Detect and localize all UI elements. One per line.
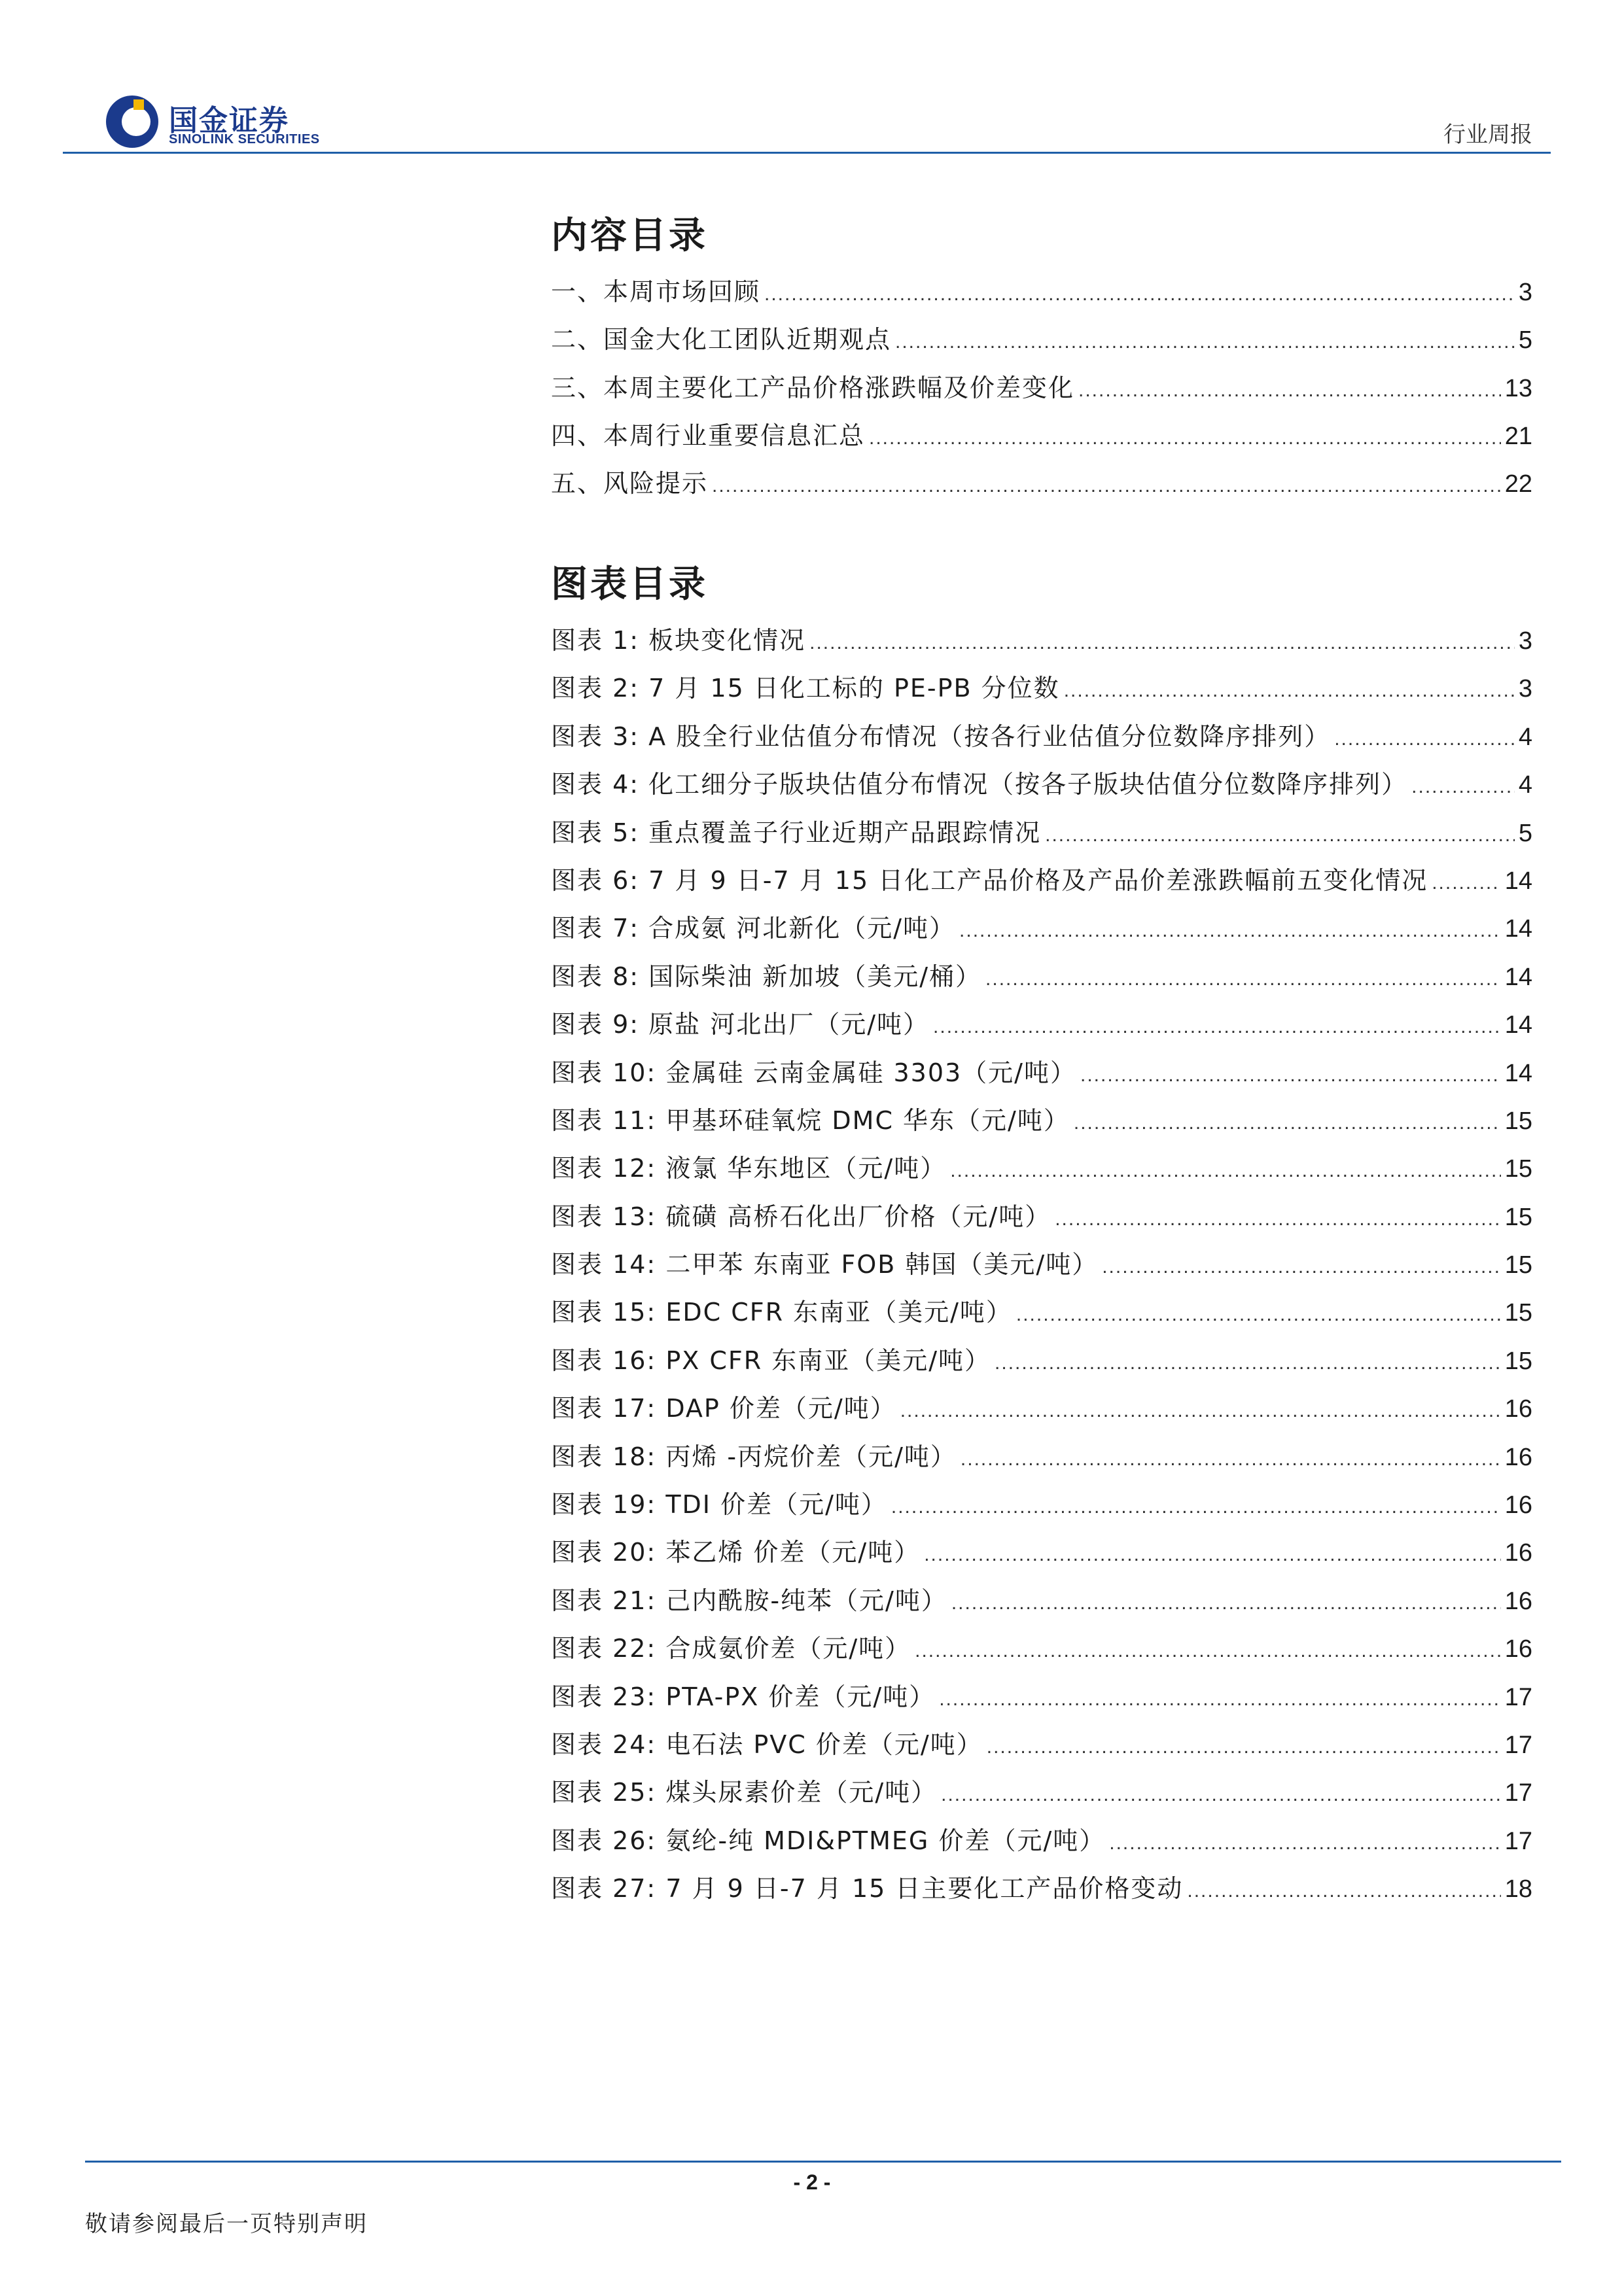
figure-entry-label: 图表 25: 煤头尿素价差（元/吨） <box>551 1778 938 1807</box>
toc-entry[interactable] <box>551 463 1532 511</box>
figure-entry[interactable] <box>551 1484 1532 1532</box>
figure-entry-page: 17 <box>1504 1827 1532 1855</box>
figure-entry-label: 图表 10: 金属硅 云南金属硅 3303（元/吨） <box>551 1058 1076 1087</box>
figure-entry-page: 16 <box>1504 1587 1532 1615</box>
contents-title: 内容目录 <box>551 215 708 257</box>
figure-entry-label: 图表 8: 国际柴油 新加坡（美元/桶） <box>551 962 982 991</box>
toc-leader-dots <box>1078 379 1501 402</box>
figure-entry-page: 17 <box>1504 1779 1532 1807</box>
figure-entry-page: 14 <box>1504 915 1532 943</box>
figures-section <box>551 560 1532 1917</box>
figure-entry-label: 图表 15: EDC CFR 东南亚（美元/吨） <box>551 1298 1012 1327</box>
toc-leader-dots <box>1109 1832 1500 1854</box>
figure-entry-page: 14 <box>1504 1059 1532 1087</box>
toc-leader-dots <box>900 1400 1501 1422</box>
toc-leader-dots <box>1055 1208 1501 1230</box>
figure-entry-page: 15 <box>1504 1203 1532 1231</box>
figure-entry-label: 图表 12: 液氯 华东地区（元/吨） <box>551 1154 947 1183</box>
figure-entry-label: 图表 23: PTA-PX 价差（元/吨） <box>551 1682 936 1711</box>
toc-entry-page: 21 <box>1504 422 1532 450</box>
figure-entry[interactable] <box>551 1724 1532 1772</box>
figure-entry-label: 图表 7: 合成氨 河北新化（元/吨） <box>551 914 956 943</box>
toc-leader-dots <box>1334 728 1515 750</box>
toc-leader-dots <box>1074 1112 1501 1134</box>
figure-entry[interactable] <box>551 1820 1532 1868</box>
figure-entry-label: 图表 22: 合成氨价差（元/吨） <box>551 1634 911 1663</box>
toc-entry-page: 22 <box>1504 470 1532 498</box>
figures-title: 图表目录 <box>551 563 708 606</box>
toc-leader-dots <box>950 1160 1501 1182</box>
disclaimer-note: 敬请参阅最后一页特别声明 <box>85 2211 368 2237</box>
figure-entry-label: 图表 6: 7 月 9 日-7 月 15 日化工产品价格及产品价差涨跌幅前五变化情况 <box>551 865 1428 895</box>
figure-entry-page: 15 <box>1504 1251 1532 1279</box>
figure-entry-label: 图表 26: 氨纶-纯 MDI&PTMEG 价差（元/吨） <box>551 1826 1106 1855</box>
figure-entry-page: 3 <box>1518 675 1532 703</box>
toc-entry[interactable] <box>551 319 1532 367</box>
toc-leader-dots <box>924 1544 1501 1566</box>
report-type-label: 行业周报 <box>1443 122 1532 148</box>
toc-leader-dots <box>959 920 1501 942</box>
toc-leader-dots <box>995 1352 1501 1374</box>
figure-entry-label: 图表 27: 7 月 9 日-7 月 15 日主要化工产品价格变动 <box>551 1874 1184 1904</box>
header-divider <box>63 152 1551 154</box>
figure-entry[interactable] <box>551 716 1532 764</box>
toc-leader-dots <box>1064 680 1515 702</box>
figure-entry-page: 5 <box>1518 819 1532 847</box>
toc-entry-label: 三、本周主要化工产品价格涨跌幅及价差变化 <box>551 373 1075 402</box>
figure-entry[interactable] <box>551 1196 1532 1244</box>
figure-entry-page: 17 <box>1504 1731 1532 1759</box>
figure-entry-page: 14 <box>1504 867 1532 895</box>
figure-entry[interactable] <box>551 1292 1532 1340</box>
toc-leader-dots <box>987 1736 1501 1758</box>
figure-entry-page: 14 <box>1504 963 1532 991</box>
figure-entry[interactable] <box>551 1244 1532 1292</box>
toc-entry[interactable] <box>551 271 1532 319</box>
logo-chinese-name: 国金证券 <box>169 104 289 137</box>
figure-entry[interactable] <box>551 956 1532 1004</box>
toc-leader-dots <box>1045 824 1515 846</box>
toc-leader-dots <box>1102 1256 1501 1278</box>
figure-entry-page: 15 <box>1504 1107 1532 1135</box>
toc-leader-dots <box>985 968 1501 990</box>
figure-entry-page: 15 <box>1504 1347 1532 1375</box>
toc-leader-dots <box>941 1784 1501 1806</box>
toc-entry-page: 13 <box>1504 374 1532 402</box>
toc-leader-dots <box>961 1448 1501 1470</box>
toc-leader-dots <box>895 331 1515 353</box>
logo-english-name: SINOLINK SECURITIES <box>169 132 320 147</box>
figure-entry-page: 14 <box>1504 1011 1532 1039</box>
figure-entry-page: 4 <box>1518 723 1532 751</box>
figure-entry-label: 图表 17: DAP 价差（元/吨） <box>551 1394 896 1423</box>
figures-list <box>551 620 1532 1917</box>
figure-entry-page: 16 <box>1504 1395 1532 1423</box>
toc-entry-page: 5 <box>1518 326 1532 355</box>
figure-entry[interactable] <box>551 860 1532 908</box>
figure-entry-page: 17 <box>1504 1683 1532 1711</box>
figure-entry[interactable] <box>551 812 1532 860</box>
figure-entry-label: 图表 11: 甲基环硅氧烷 DMC 华东（元/吨） <box>551 1105 1070 1135</box>
figure-entry-label: 图表 2: 7 月 15 日化工标的 PE-PB 分位数 <box>551 674 1060 703</box>
figure-entry-page: 4 <box>1518 771 1532 799</box>
figure-entry[interactable] <box>551 620 1532 668</box>
figure-entry-page: 16 <box>1504 1443 1532 1471</box>
figure-entry-label: 图表 9: 原盐 河北出厂（元/吨） <box>551 1010 930 1039</box>
toc-leader-dots <box>1016 1304 1501 1326</box>
page-number: - 2 - <box>793 2170 831 2194</box>
figure-entry-page: 16 <box>1504 1635 1532 1663</box>
toc-entry-label: 四、本周行业重要信息汇总 <box>551 421 866 450</box>
figure-entry[interactable] <box>551 668 1532 716</box>
toc-leader-dots <box>764 283 1515 305</box>
figure-entry-label: 图表 20: 苯乙烯 价差（元/吨） <box>551 1538 921 1567</box>
toc-entry-label: 一、本周市场回顾 <box>551 277 761 306</box>
figure-entry-page: 18 <box>1504 1875 1532 1904</box>
sinolink-logo-icon <box>105 94 160 149</box>
figure-entry-label: 图表 4: 化工细分子版块估值分布情况（按各子版块估值分位数降序排列） <box>551 770 1408 799</box>
toc-entry-label: 二、国金大化工团队近期观点 <box>551 325 892 355</box>
figure-entry-label: 图表 16: PX CFR 东南亚（美元/吨） <box>551 1346 991 1375</box>
figure-entry[interactable] <box>551 1340 1532 1388</box>
figure-entry[interactable] <box>551 1436 1532 1484</box>
figure-entry[interactable] <box>551 1628 1532 1676</box>
toc-leader-dots <box>809 632 1515 654</box>
figure-entry[interactable] <box>551 1532 1532 1580</box>
figure-entry-label: 图表 1: 板块变化情况 <box>551 626 806 655</box>
figure-entry-label: 图表 5: 重点覆盖子行业近期产品跟踪情况 <box>551 818 1042 847</box>
toc-leader-dots <box>712 475 1501 497</box>
toc-leader-dots <box>933 1016 1501 1038</box>
figure-entry-page: 16 <box>1504 1491 1532 1520</box>
figure-entry-page: 15 <box>1504 1155 1532 1183</box>
toc-leader-dots <box>1080 1064 1501 1087</box>
figure-entry[interactable] <box>551 1100 1532 1148</box>
figure-entry-page: 16 <box>1504 1539 1532 1567</box>
figure-entry[interactable] <box>551 1677 1532 1724</box>
toc-leader-dots <box>951 1592 1501 1614</box>
figure-entry[interactable] <box>551 1868 1532 1916</box>
figure-entry-page: 15 <box>1504 1299 1532 1327</box>
toc-leader-dots <box>1187 1880 1500 1902</box>
figure-entry-label: 图表 19: TDI 价差（元/吨） <box>551 1490 887 1520</box>
toc-entry-label: 五、风险提示 <box>551 469 709 498</box>
footer-divider <box>85 2161 1561 2163</box>
figure-entry-label: 图表 18: 丙烯 -丙烷价差（元/吨） <box>551 1442 957 1471</box>
toc-entry[interactable] <box>551 415 1532 463</box>
toc-leader-dots <box>891 1496 1501 1518</box>
figure-entry[interactable] <box>551 1388 1532 1436</box>
toc-entry-page: 3 <box>1518 279 1532 306</box>
figure-entry-label: 图表 13: 硫磺 高桥石化出厂价格（元/吨） <box>551 1202 1051 1231</box>
toc-leader-dots <box>1432 872 1501 894</box>
figure-entry-label: 图表 14: 二甲苯 东南亚 FOB 韩国（美元/吨） <box>551 1250 1099 1279</box>
figure-entry[interactable] <box>551 1772 1532 1820</box>
figure-entry-label: 图表 24: 电石法 PVC 价差（元/吨） <box>551 1730 983 1759</box>
figure-entry[interactable] <box>551 1052 1532 1100</box>
toc-leader-dots <box>939 1688 1501 1711</box>
company-logo <box>105 94 353 153</box>
figure-entry-page: 3 <box>1518 627 1532 655</box>
figure-entry-label: 图表 3: A 股全行业估值分布情况（按各行业估值分位数降序排列） <box>551 722 1331 751</box>
figure-entry[interactable] <box>551 1148 1532 1196</box>
contents-list <box>551 271 1532 511</box>
figure-entry[interactable] <box>551 764 1532 812</box>
toc-leader-dots <box>1411 776 1515 798</box>
toc-leader-dots <box>915 1640 1501 1662</box>
figure-entry[interactable] <box>551 908 1532 956</box>
figure-entry[interactable] <box>551 1004 1532 1052</box>
toc-leader-dots <box>869 427 1501 449</box>
figure-entry-label: 图表 21: 己内酰胺-纯苯（元/吨） <box>551 1586 947 1615</box>
figure-entry[interactable] <box>551 1580 1532 1628</box>
toc-entry[interactable] <box>551 368 1532 415</box>
contents-section <box>551 211 1532 511</box>
